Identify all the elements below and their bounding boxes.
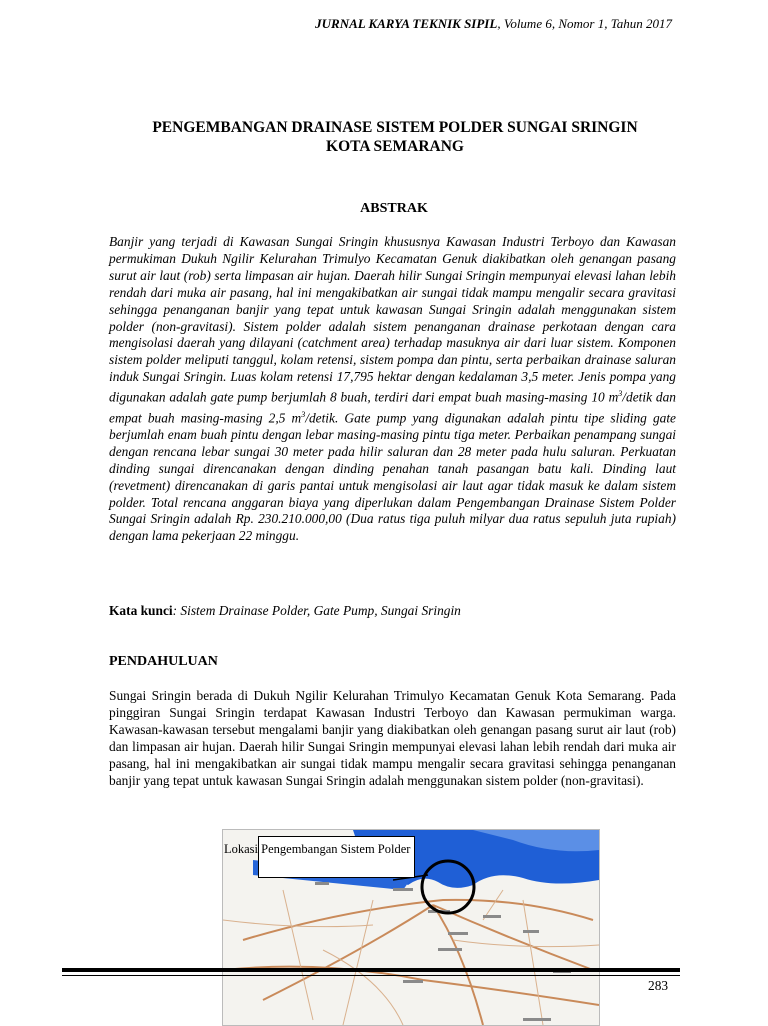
title-line-2: KOTA SEMARANG [326,138,464,155]
intro-body: Sungai Sringin berada di Dukuh Ngilir Kelurahan Trimulyo Kecamatan Genuk Kota Semarang. Pada pinggiran Sungai Sringin terdapat Kawasan Industri Terboyo dan Kawasan permukiman warga. Kawasan-kawasan tersebut mengalami banjir yang diakibatkan oleh genangan pasang surut air laut (rob) dan limpasan air hujan. Daerah hilir Sungai Sringin mempunyai elevasi lahan lebih rendah dari muka air pasang, hal ini mengakibatkan air sungai tidak mampu mengalir secara gravitasi sehingga penanganan banjir yang tepat untuk kawasan Sungai Sringin adalah menggunakan sistem polder (non-gravitasi). [109,688,676,788]
abstract-text-1: Banjir yang terjadi di Kawasan Sungai Sringin khususnya Kawasan Industri Terboyo dan Kawasan permukiman Dukuh Ngilir Kelurahan Trimulyo Kecamatan Genuk diakibatkan oleh genangan pasang surut air laut (rob) serta limpasan air hujan. Daerah hilir Sungai Sringin mempunyai elevasi lahan lebih rendah dari muka air pasang, hal ini mengakibatkan air sungai tidak mampu mengalir secara gravitasi sehingga penanganan banjir yang tepat untuk kawasan Sungai Sringin adalah menggunakan sistem polder (non-gravitasi). Sistem polder adalah sistem penanganan drainase perkotaan dengan cara mengisolasi daerah yang dilayani (catchment area) terhadap masuknya air dari luar sistem. Komponen sistem polder meliputi tanggul, kolam retensi, sistem pompa dan pintu, serta perbaikan drainase saluran induk Sungai Sringin. Luas kolam retensi 17,795 hektar dengan kedalaman 3,5 meter. Jenis pompa yang digunakan adalah gate pump berjumlah 8 buah, terdiri dari empat buah masing-masing 10 m [109,234,676,405]
paper-title [100,118,690,156]
journal-name: JURNAL KARYA TEKNIK SIPIL [315,16,498,31]
abstract-heading: ABSTRAK [360,201,428,216]
footer-rule-thin [62,975,680,976]
abstract-text-3: /detik. Gate pump yang digunakan adalah pintu tipe sliding gate berjumlah enam buah pintu dengan lebar masing-masing pintu tiga meter. Perbaikan penampang sungai dengan rencana lebar sungai 30 meter pada hilir saluran dan 28 meter pada hulu saluran. Perkuatan dinding sungai direncanakan dengan dinding penahan tanah pasangan batu kali. Dinding laut (revetment) direncanakan di garis pantai untuk mengisolasi air laut agar tidak masuk ke dalam sistem polder. Total rencana anggaran biaya yang diperlukan dalam Pengembangan Drainase Sistem Polder Sungai Sringin adalah Rp. 230.210.000,00 (Dua ratus tiga puluh milyar dua ratus sepuluh juta rupiah) dengan lama pekerjaan 22 minggu. [109,410,677,544]
abstract-sup-2: 3 [301,409,306,419]
intro-heading: PENDAHULUAN [109,654,218,669]
keywords-label: Kata kunci [109,603,173,618]
abstract-text-2: /detik dan empat buah masing-masing 2,5 m [109,389,676,425]
keywords-text: : Sistem Drainase Polder, Gate Pump, Sungai Sringin [172,603,461,618]
page-number: 283 [648,978,669,993]
map-callout-text: Lokasi Pengembangan Sistem Polder [224,842,411,856]
keywords [109,603,461,619]
title-line-1: PENGEMBANGAN DRAINASE SISTEM POLDER SUNGAI SRINGIN [152,119,638,136]
abstract-body [109,234,676,545]
abstract-sup-1: 3 [618,389,623,399]
footer-rule-thick [62,968,680,972]
journal-issue: , Volume 6, Nomor 1, Tahun 2017 [497,16,672,31]
journal-header [315,16,672,32]
